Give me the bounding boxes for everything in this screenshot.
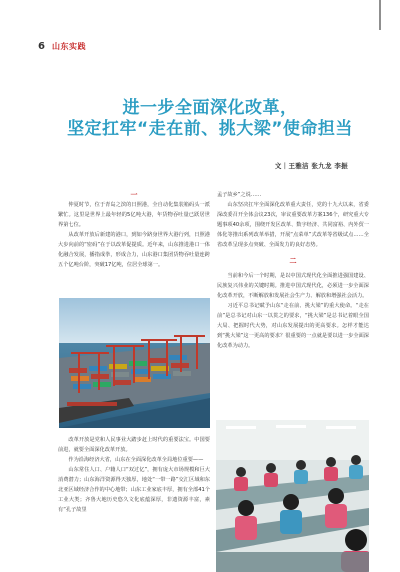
title-line-1: 进一步全面深化改革， <box>122 98 298 118</box>
page-header <box>38 40 86 52</box>
article-title <box>60 98 360 140</box>
paragraph: 从改革开放后新建的港口，到如今跻身世界大港行列，日照港大步向前的“密码”在于以改革促提质。近年来，山东推进港口一体化融合发展，播指成拳，形成合力，山东港口集团货物吞吐量连跨五个亿吨台阶，突破17亿吨，位居全球第一。 <box>58 232 210 268</box>
title-line-2: 坚定扛牢“走在前、挑大梁”使命担当 <box>67 119 353 139</box>
section-mark-two: 二 <box>289 257 297 265</box>
left-column-top <box>58 190 210 270</box>
paragraph: 山东常住人口、户籍人口“双过亿”，拥有庞大市场规模和巨大消费潜力；山东海洋资源得天独厚，地处“一带一路”交汇区域和东北亚区域经济合作的中心地带；山东工业家底丰厚，拥有全部41个工业大类；齐鲁大地历史悠久文化底蕴深厚，非遗资源丰富，素有“孔子故里 <box>58 467 210 513</box>
page-number: 6 <box>38 40 45 52</box>
paragraph: 山东坚决扛牢全面深化改革重大责任，党的十九大以来，省委深改委召开全体会议23次，审议重要改革方案136个，研究重大专题事项40余项，围绕开发区改革、数字经济、共同富裕、内外贸一体化等推出系列改革举措，开展“点菜单”式改革等省级试点……全省改革呈现多点突破、全面发力的良好态势。 <box>217 202 369 248</box>
port-photo <box>59 298 210 428</box>
paragraph: 仲夏时节，位于青岛之滨的日照港，全自动化集装箱码头一派繁忙。这里是世界上最年轻的5亿吨大港，年货物吞吐量已跃居世界第七位。 <box>58 202 210 228</box>
section-mark-one: 一 <box>130 191 138 199</box>
paragraph: 改革开放是党和人民事业大踏步赶上时代的重要法宝。中国要前进，就要全面深化改革开放。 <box>58 437 210 453</box>
section-name: 山东实践 <box>52 41 86 51</box>
paragraph: 孟子故乡”之说…… <box>217 192 262 198</box>
factory-workers-photo <box>216 420 369 572</box>
paragraph: 当前和今后一个时期，是以中国式现代化全面推进强国建设、民族复兴伟业的关键时期。推进中国式现代化，必须进一步全面深化改革开放，不断解放和发展社会生产力、解放和增强社会活力。 <box>217 273 369 299</box>
paragraph: 作为沿海经济大省，山东在全面深化改革全局地位重要—— <box>68 457 204 463</box>
page-edge-mark <box>379 0 381 30</box>
left-column-bottom <box>58 435 210 515</box>
paragraph: 习近平总书记赋予山东“走在前、挑大梁”的重大使命。“走在前”是总书记对山东一以贯之的要求，“挑大梁”是总书记着眼全国大局、把握时代大势，对山东发展提出的更高要求。怎样才能达到“挑大梁”这一更高的要求？很重要的一点就是要以进一步全面深化改革为动力。 <box>217 303 369 349</box>
article-authors: 文｜王雅洁 张九龙 李振 <box>274 162 348 170</box>
right-column <box>217 190 369 351</box>
